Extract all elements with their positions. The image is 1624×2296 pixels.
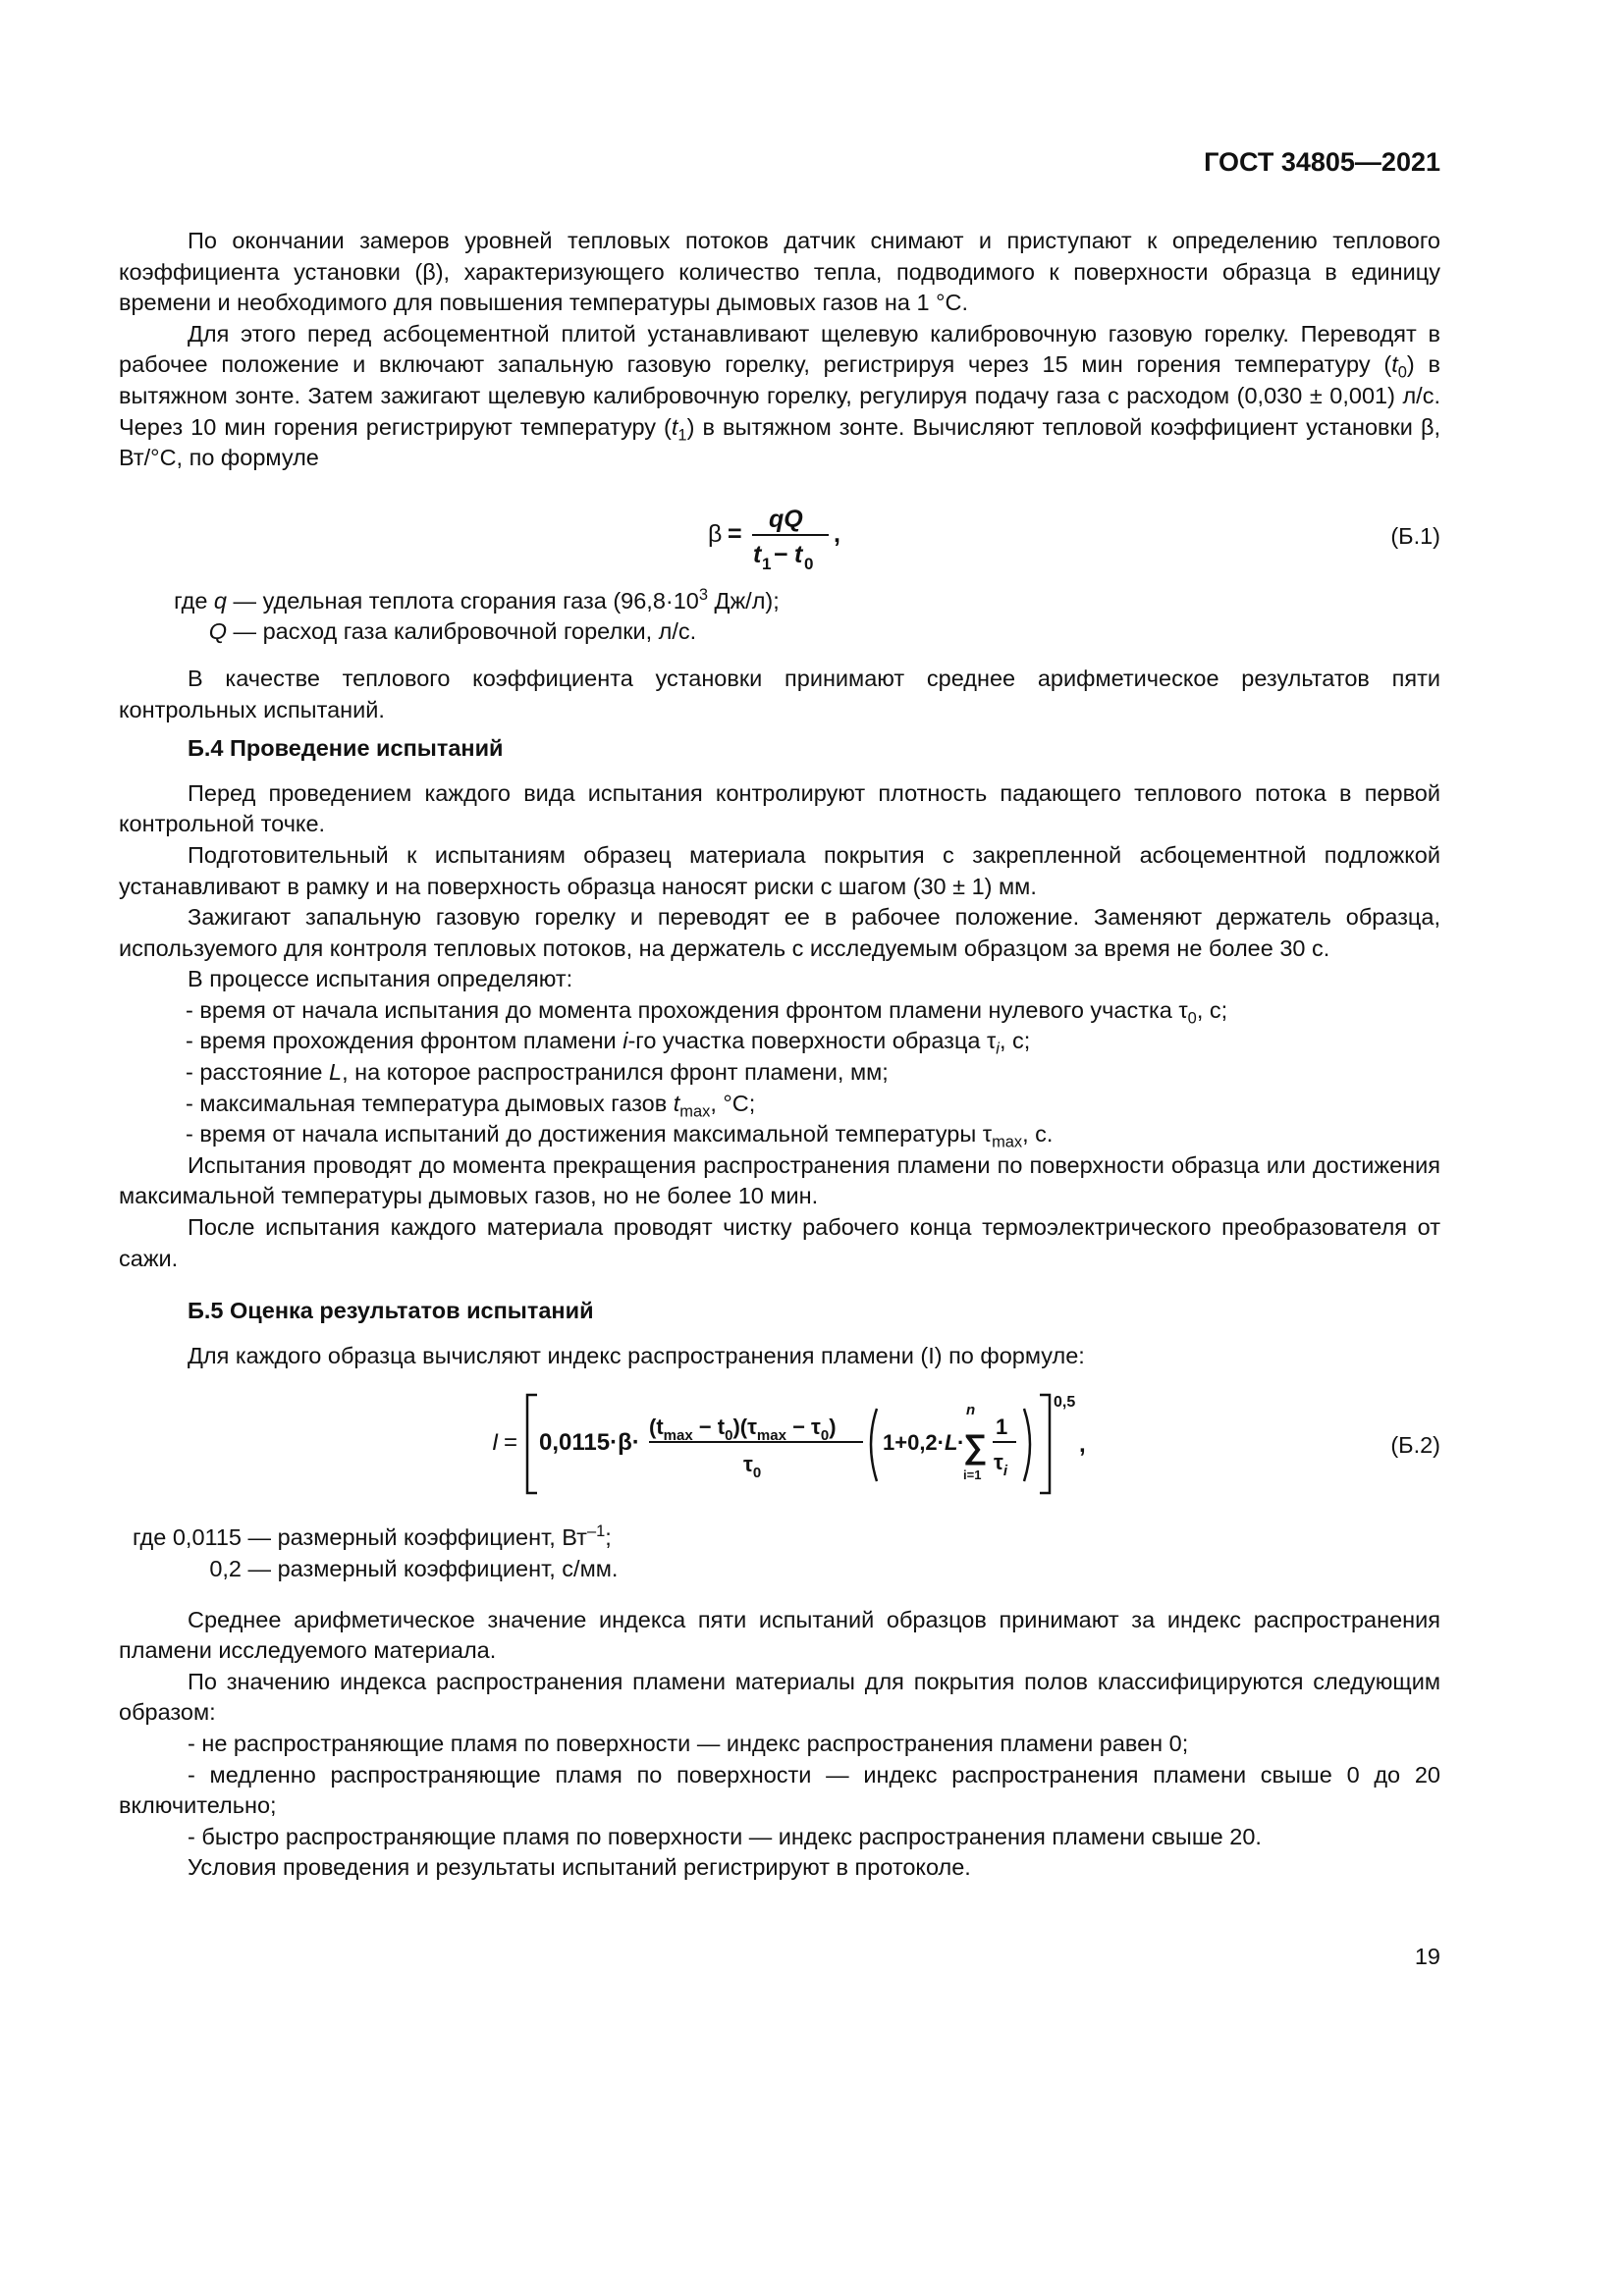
paragraph (119, 840, 1440, 902)
text-run: Среднее арифметическое значение индекса пяти испытаний образцов принимают за индекс распространения пламени исследуемого материала. (119, 1606, 1440, 1664)
legend-entry: Q — расход газа калибровочной горелки, л/с. (119, 616, 1440, 648)
formula-b2-power: 0,5 (1054, 1394, 1076, 1412)
text-run: 0 (1187, 1009, 1197, 1028)
formula-b2-numerator: $(t_{max} - t_0)(\tau_{max} - \tau_0)$ (649, 1415, 837, 1445)
formula-b1-graphic (708, 488, 904, 578)
paragraph (119, 1760, 1440, 1822)
formula-b2-eq: = (504, 1429, 518, 1457)
list-item (119, 1057, 1440, 1089)
paragraph (119, 1822, 1440, 1853)
legend-term: 0,2 (209, 1556, 242, 1581)
formula-b2-dot: · (957, 1430, 965, 1456)
formula-b2-left-bracket (527, 1395, 537, 1493)
paragraph (119, 902, 1440, 964)
text-run: max (992, 1133, 1023, 1151)
formula-b2-L: L (945, 1430, 958, 1456)
text-run: -го участка поверхности образца τ (627, 1028, 997, 1054)
section-b4-heading: Б.4 Проведение испытаний (188, 735, 504, 762)
average-paragraph (119, 664, 1440, 725)
section-b5-content (119, 1605, 1440, 1884)
section-b5-intro (119, 1341, 1440, 1372)
formula-b2-frac-den: $\tau_i$ (994, 1450, 1007, 1480)
formula-b2 (119, 1385, 1440, 1503)
formula-b2-denominator: $\tau_0$ (743, 1452, 762, 1482)
formula-b2-sum: ∑ (963, 1428, 988, 1467)
formula-b2-right-bracket (1040, 1395, 1050, 1493)
paragraph (119, 1605, 1440, 1667)
text-run: - время от начала испытания до момента прохождения фронтом пламени нулевого участка τ (186, 996, 1188, 1023)
text-run: - быстро распространяющие пламя по поверхности — индекс распространения пламени свыше 20. (188, 1823, 1262, 1849)
text-run: После испытания каждого материала проводят чистку рабочего конца термоэлектрического преобразователя от сажи. (119, 1214, 1440, 1271)
formula-b1-den-a: t (753, 540, 762, 568)
formula-b1-trail: , (834, 519, 840, 548)
text-run: t (1391, 351, 1398, 378)
text-run: Зажигают запальную газовую горелку и переводят ее в рабочее положение. Заменяют держатель образца, используемого для контроля тепловых потоков, на держатель с исследуемым образцом за время не более 30 с. (119, 904, 1440, 961)
text-run: В процессе испытания определяют: (188, 966, 573, 992)
text-run: i (623, 1028, 628, 1054)
formula-b2-graphic-right (963, 1385, 1189, 1503)
text-run: В качестве теплового коэффициента установки принимают среднее арифметическое результатов пяти контрольных испытаний. (119, 665, 1440, 722)
formula-b2-coef: 0,0115·β· (539, 1429, 640, 1457)
formula-b2-sum-bottom: i=1 (963, 1468, 982, 1483)
list-item (119, 1026, 1440, 1057)
text-run: - не распространяющие пламя по поверхности — индекс распространения пламени равен 0; (188, 1730, 1189, 1756)
page-number: 19 (1414, 1944, 1440, 1969)
formula-b2-right-paren (1024, 1409, 1030, 1481)
legend-term: где q (174, 587, 227, 614)
formula-b1-eq: = (728, 519, 742, 548)
text-run: - медленно распространяющие пламя по поверхности — индекс распространения пламени свыше 0 до 20 включительно; (119, 1761, 1440, 1819)
text-run: L (329, 1059, 343, 1086)
paragraph (119, 778, 1440, 840)
formula-b1 (119, 488, 1440, 578)
text-run: i (996, 1041, 1000, 1059)
text-run: Условия проведения и результаты испытаний регистрируют в протоколе. (188, 1854, 971, 1881)
formula-b2-frac-num: 1 (996, 1415, 1008, 1440)
legend-entry: 0,2 — размерный коэффициент, с/мм. (119, 1554, 1440, 1585)
document-id-header: ГОСТ 34805—2021 (1204, 147, 1440, 177)
text-run: max (679, 1102, 711, 1121)
formula-b2-number: (Б.2) (1390, 1432, 1440, 1459)
text-run: По значению индекса распространения пламени материалы для покрытия полов классифицируются следующим образом: (119, 1668, 1440, 1726)
text-run: 1 (677, 426, 687, 445)
text-run: Перед проведением каждого вида испытания контролируют плотность падающего теплового потока в первой контрольной точке. (119, 779, 1440, 837)
paragraph (119, 964, 1440, 995)
text-run: - расстояние (186, 1059, 329, 1086)
formula-b2-graphic (492, 1385, 1002, 1503)
text-run: Подготовительный к испытаниям образец материала покрытия с закрепленной асбоцементной подложкой устанавливают в рамку и на поверхность образца наносят риски с шагом (30 ± 1) мм. (119, 841, 1440, 899)
text-run: - максимальная температура дымовых газов (186, 1090, 674, 1116)
text-run: , на которое распространился фронт пламени, мм; (342, 1059, 889, 1086)
list-item (119, 995, 1440, 1027)
document-body (119, 226, 1440, 1884)
formula-b1-den-b: t (794, 540, 803, 568)
formula-b2-trail: , (1079, 1431, 1086, 1459)
text-run: ) в вытяжном зонте. Вычисляют тепловой коэффициент установки β, Вт/°С, по формуле (119, 413, 1441, 471)
formula-b1-den-minus: − (774, 540, 788, 568)
formula-b1-lhs: β (708, 519, 723, 548)
paragraph (119, 664, 1440, 725)
formula-b1-numerator: qQ (769, 505, 803, 533)
paragraph (119, 1212, 1440, 1274)
text-run: - время прохождения фронтом пламени (186, 1028, 623, 1054)
text-run: , с; (1196, 996, 1228, 1023)
section-b5-heading: Б.5 Оценка результатов испытаний (188, 1298, 594, 1324)
text-run: Для каждого образца вычисляют индекс распространения пламени (I) по формуле: (188, 1342, 1085, 1368)
formula-b2-paren-text: 1+0,2· (883, 1430, 945, 1456)
text-run: , с; (999, 1028, 1031, 1054)
text-run: , °С; (710, 1090, 756, 1116)
legend-term: Q (208, 618, 227, 645)
formula-b2-sum-top: n (966, 1402, 976, 1419)
paragraph (119, 1667, 1440, 1729)
formula-b1-legend (119, 586, 1440, 648)
legend-term: где 0,0115 (133, 1524, 242, 1551)
formula-b2-left-paren (871, 1409, 877, 1481)
text-run: t (673, 1090, 680, 1116)
legend-entry: где 0,0115 — размерный коэффициент, $Вт^{-1}$; (119, 1522, 1440, 1554)
text-run: , с. (1022, 1121, 1054, 1148)
text-run: t (671, 413, 678, 440)
text-run: По окончании замеров уровней тепловых потоков датчик снимают и приступают к определению теплового коэффициента установки (β), характеризующего количество тепла, подводимого к поверхности образца в единицу времени и необходимого для повышения температуры дымовых газов на 1 °С. (119, 228, 1440, 316)
text-run: Испытания проводят до момента прекращения распространения пламени по поверхности образца или достижения максимальной температуры дымовых газов, но не более 10 мин. (119, 1151, 1440, 1209)
paragraph (119, 319, 1440, 474)
legend-entry: где q — удельная теплота сгорания газа ($96,8\cdot 10^3$ Дж/л); (119, 586, 1440, 617)
formula-b1-den-b-sub: 0 (804, 554, 814, 573)
text-run: ) в вытяжном зонте. Затем зажигают щелевую калибровочную горелку, регулируя подачу газа с расходом (0,030 ± 0,001) л/с. Через 10 мин горения регистрируют температуру ( (119, 351, 1440, 440)
paragraph (119, 1852, 1440, 1884)
text-run: 0 (1397, 364, 1407, 383)
list-item (119, 1089, 1440, 1120)
paragraph (119, 226, 1440, 319)
paragraph (119, 1729, 1440, 1760)
formula-b1-number: (Б.1) (1390, 522, 1440, 549)
formula-b1-den-a-sub: 1 (762, 554, 772, 573)
formula-b2-lhs: I (492, 1429, 499, 1457)
list-item (119, 1119, 1440, 1150)
text-run: - время от начала испытаний до достижения максимальной температуры τ (186, 1121, 993, 1148)
paragraph (119, 1150, 1440, 1212)
formula-b2-legend (119, 1522, 1440, 1584)
intro-paragraphs (119, 226, 1440, 474)
text-run: Для этого перед асбоцементной плитой устанавливают щелевую калибровочную газовую горелку. Переводят в рабочее положение и включают запальную газовую горелку, регистрируя через 15 мин горения температуру ( (119, 320, 1440, 378)
section-b4-content (119, 778, 1440, 1275)
